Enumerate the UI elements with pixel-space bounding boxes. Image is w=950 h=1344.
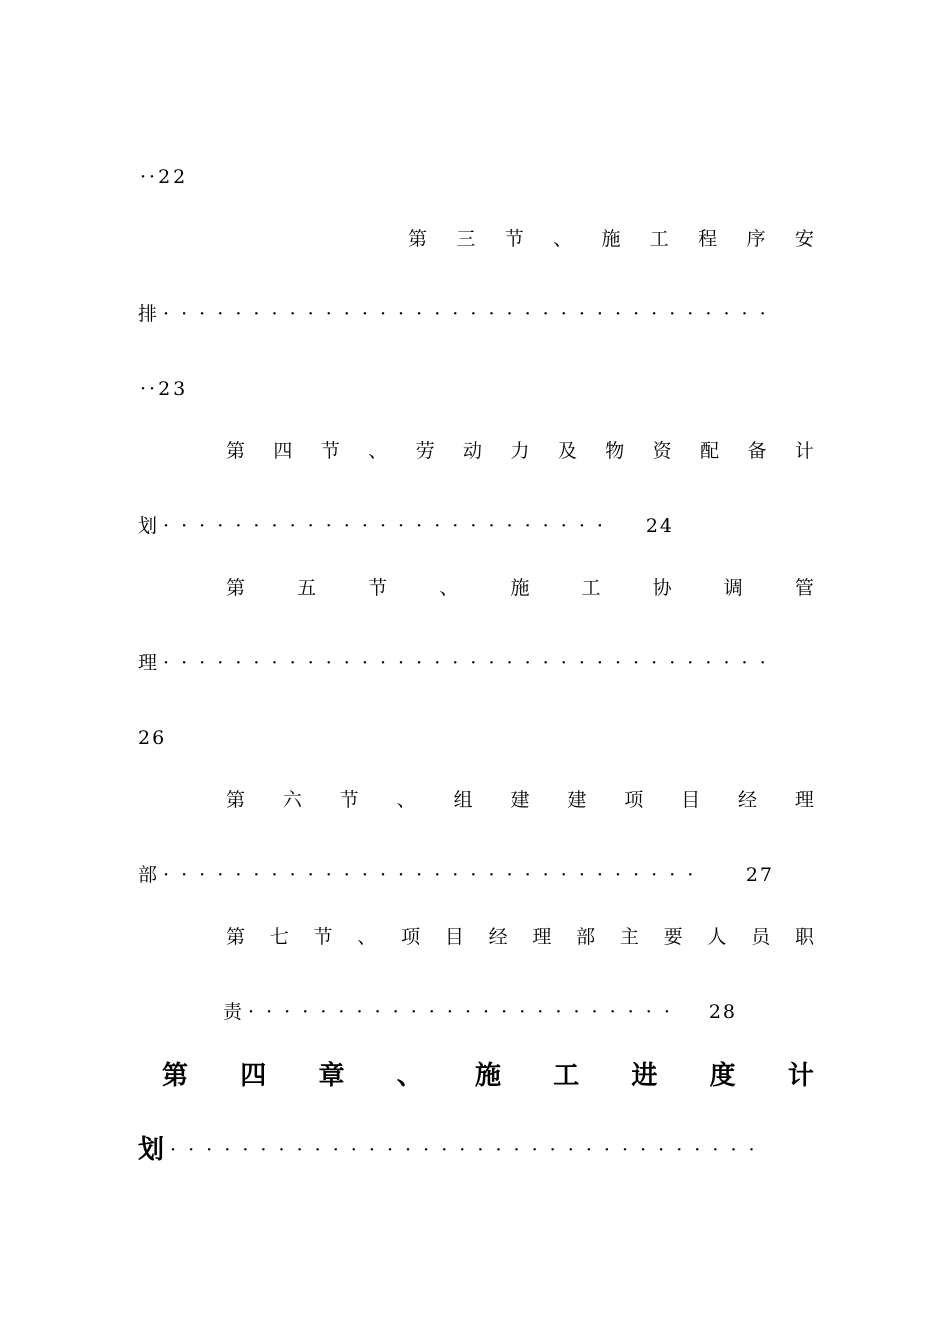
toc-char: 建 (567, 789, 587, 811)
toc-char: 施 (474, 1061, 501, 1091)
toc-char: 节 (504, 228, 524, 250)
toc-char: 度 (709, 1061, 736, 1091)
toc-char: 理 (794, 789, 814, 811)
dot-leader: · · · · · · · · · · · · · · · · · · · · · · · · · (163, 517, 606, 536)
toc-char: 五 (297, 577, 317, 599)
toc-char: 物 (605, 440, 625, 462)
toc-char: 员 (751, 926, 771, 948)
toc-char: 章 (318, 1061, 345, 1091)
toc-char: 及 (557, 440, 577, 462)
toc-char: 进 (631, 1061, 658, 1091)
toc-char: 主 (619, 926, 639, 948)
toc-char: 动 (463, 440, 483, 462)
toc-char: 计 (794, 440, 814, 462)
toc-char: 协 (652, 577, 672, 599)
toc-entry-chapter-4-title[interactable] (162, 1063, 814, 1089)
toc-char: 第 (226, 926, 246, 948)
toc-char: 序 (746, 228, 766, 250)
toc-char: 、 (396, 789, 416, 811)
toc-char: 四 (240, 1061, 267, 1091)
toc-char: 职 (794, 926, 814, 948)
toc-char: 备 (747, 440, 767, 462)
dot-leader: · · · · · · · · · · · · · · · · · · · · · · · · (248, 1003, 673, 1022)
toc-page-number (140, 380, 188, 399)
toc-page-number: 28 (708, 1001, 737, 1023)
toc-char: 第 (408, 228, 428, 250)
toc-entry-section-4-title[interactable] (226, 442, 814, 461)
toc-char: 调 (723, 577, 743, 599)
toc-char: 、 (439, 577, 459, 599)
toc-entry-section-7-title[interactable] (226, 928, 814, 947)
toc-char: 理 (138, 652, 158, 674)
toc-entry-section-5-title[interactable] (226, 579, 814, 598)
toc-page-number (138, 729, 166, 748)
toc-continuation-22: ··22 (140, 166, 189, 188)
toc-char: 项 (624, 789, 644, 811)
toc-char: 、 (396, 1061, 423, 1091)
toc-char: 节 (339, 789, 359, 811)
toc-char: 安 (794, 228, 814, 250)
toc-entry-section-3-title[interactable] (408, 230, 814, 249)
dot-leader: · · · · · · · · · · · · · · · · · · · · · · · · · · · · · · · · · (170, 1140, 758, 1160)
dot-leader: · · · · · · · · · · · · · · · · · · · · · · · · · · · · · · · · · · (163, 654, 769, 673)
toc-char: 第 (226, 577, 246, 599)
toc-page-number: 27 (745, 864, 774, 886)
toc-continuation-26: 26 (138, 727, 167, 749)
toc-char: 力 (510, 440, 530, 462)
toc-entry-section-4-leader[interactable] (138, 517, 674, 536)
toc-char: 配 (700, 440, 720, 462)
toc-char: 工 (649, 228, 669, 250)
toc-char: 划 (138, 515, 158, 537)
toc-char: 建 (510, 789, 530, 811)
toc-char: 三 (456, 228, 476, 250)
toc-entry-section-6-title[interactable] (226, 791, 814, 810)
toc-char: 工 (553, 1061, 580, 1091)
toc-char: 目 (681, 789, 701, 811)
toc-char: 管 (794, 577, 814, 599)
toc-char: 资 (652, 440, 672, 462)
toc-char: 节 (368, 577, 388, 599)
toc-char: 责 (223, 1001, 243, 1023)
toc-char: 第 (226, 440, 246, 462)
toc-char: 施 (510, 577, 530, 599)
toc-entry-section-5-leader[interactable] (138, 654, 814, 673)
toc-char: 劳 (415, 440, 435, 462)
toc-char: 划 (138, 1135, 165, 1165)
toc-char: 经 (488, 926, 508, 948)
toc-char: 施 (601, 228, 621, 250)
toc-char: 组 (453, 789, 473, 811)
toc-char: 节 (313, 926, 333, 948)
toc-continuation-23: ··23 (140, 378, 189, 400)
toc-char: 排 (138, 303, 158, 325)
toc-char: 第 (162, 1061, 189, 1091)
toc-page-number: 24 (645, 515, 674, 537)
toc-char: 第 (226, 789, 246, 811)
toc-entry-chapter-4-leader[interactable] (138, 1137, 814, 1163)
toc-char: 项 (401, 926, 421, 948)
toc-char: 、 (553, 228, 573, 250)
dot-leader: · · · · · · · · · · · · · · · · · · · · · · · · · · · · · · · · · · (163, 305, 769, 324)
toc-char: 节 (320, 440, 340, 462)
toc-char: 、 (368, 440, 388, 462)
dot-leader: · · · · · · · · · · · · · · · · · · · · · · · · · · · · · · (163, 866, 697, 885)
toc-char: 部 (138, 864, 158, 886)
toc-entry-section-7-leader[interactable] (223, 1003, 737, 1022)
toc-char: 四 (273, 440, 293, 462)
toc-entry-section-3-leader[interactable] (138, 305, 814, 324)
toc-char: 目 (444, 926, 464, 948)
toc-char: 七 (269, 926, 289, 948)
toc-entry-section-6-leader[interactable] (138, 866, 774, 885)
toc-char: 部 (576, 926, 596, 948)
toc-char: 程 (698, 228, 718, 250)
toc-char: 工 (581, 577, 601, 599)
toc-char: 、 (357, 926, 377, 948)
toc-page-number (140, 168, 188, 187)
toc-char: 计 (787, 1061, 814, 1091)
toc-char: 经 (738, 789, 758, 811)
toc-char: 人 (707, 926, 727, 948)
toc-char: 要 (663, 926, 683, 948)
toc-char: 理 (532, 926, 552, 948)
toc-char: 六 (282, 789, 302, 811)
